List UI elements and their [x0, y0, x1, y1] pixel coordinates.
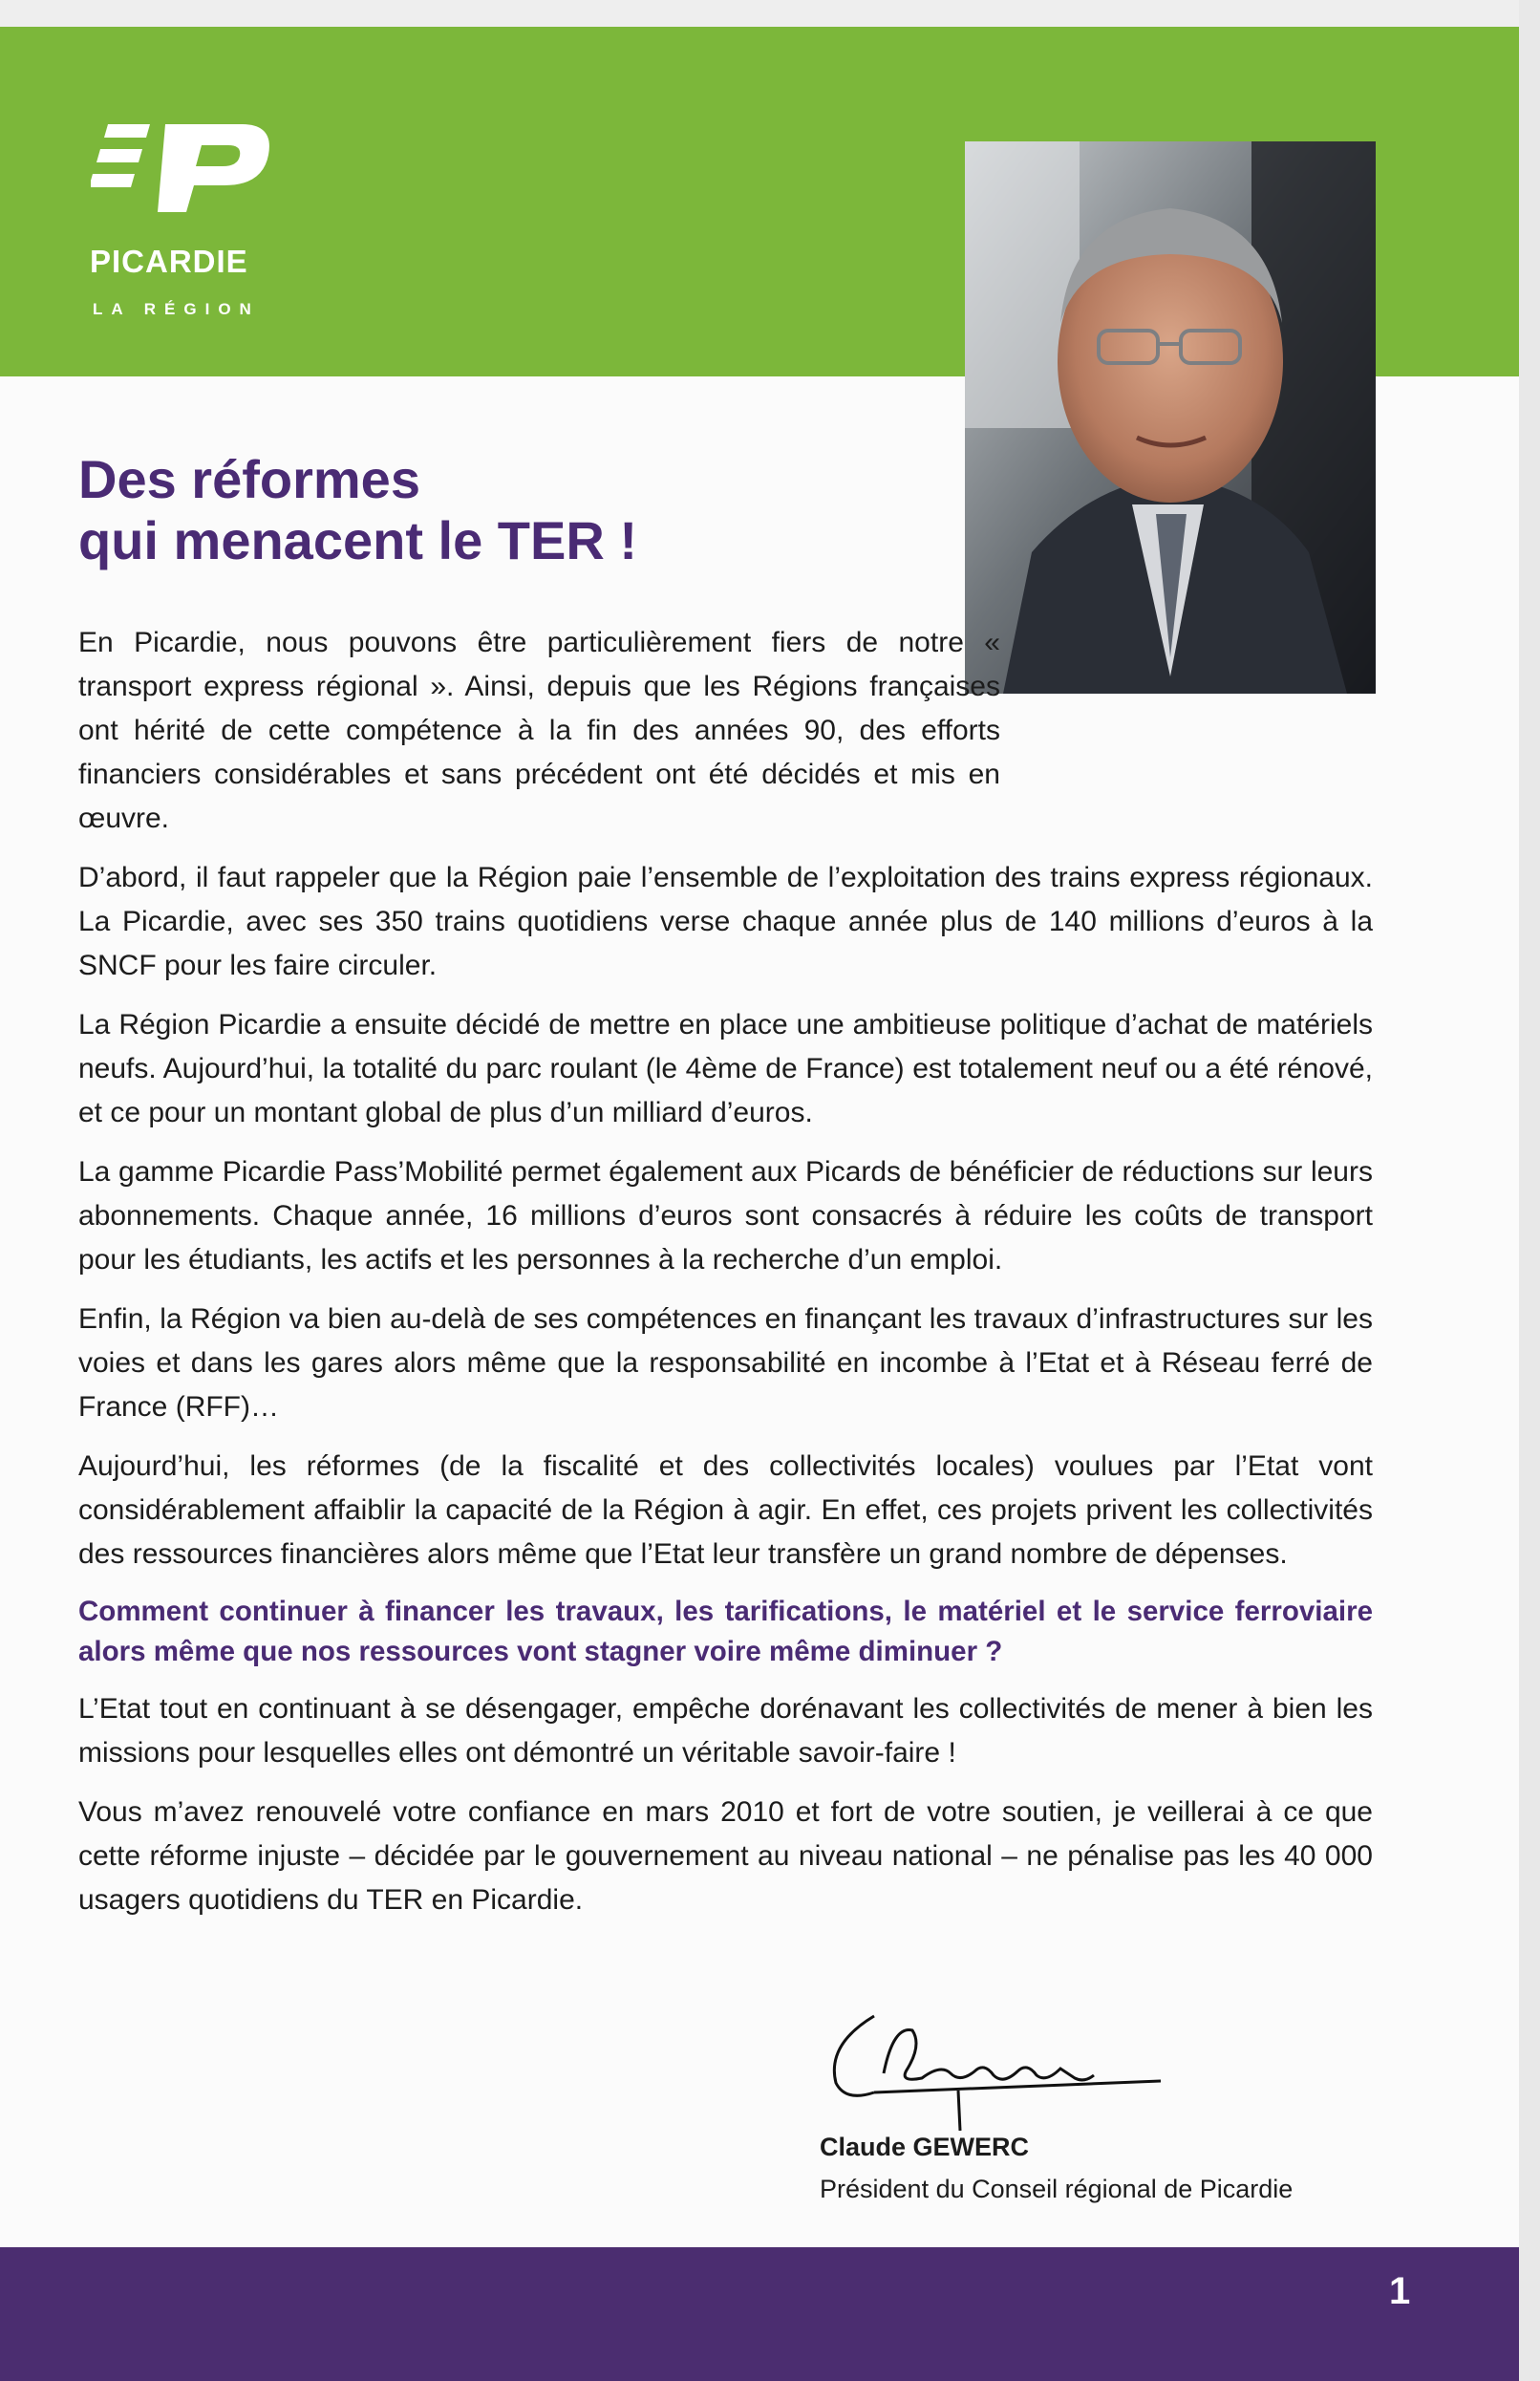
brand-name: PICARDIE	[90, 244, 248, 279]
president-portrait-image	[965, 141, 1376, 694]
article-headline	[78, 449, 709, 571]
headline-line-2: qui menacent le TER !	[78, 510, 637, 570]
page-edge	[1519, 0, 1540, 2381]
top-strip	[0, 0, 1519, 27]
article-paragraph: Aujourd’hui, les réformes (de la fiscalité et des collectivités locales) voulues par l’Etat vont considérablement affaiblir la capacité de la Région à agir. En effet, ces projets privent les collectivités des ressources financières alors même que l’Etat leur transfère un grand nombre de dépenses.	[78, 1450, 1373, 1570]
signatory-name: Claude GEWERC	[820, 2133, 1030, 2161]
article-paragraph: D’abord, il faut rappeler que la Région paie l’ensemble de l’exploitation des trains express régionaux. La Picardie, avec ses 350 trains quotidiens verse chaque année plus de 140 millions d’euros à la SNCF pour les faire circuler.	[78, 862, 1373, 981]
signatory-title: Président du Conseil régional de Picardie	[820, 2175, 1294, 2203]
article-question: Comment continuer à financer les travaux, les tarifications, le matériel et le service ferroviaire alors même que nos ressources vont stagner voire même diminuer ?	[78, 1596, 1373, 1667]
footer-band	[0, 2247, 1519, 2381]
article-paragraph: La gamme Picardie Pass’Mobilité permet également aux Picards de bénéficier de réductions sur leurs abonnements. Chaque année, 16 millions d’euros sont consacrés à réduire les coûts de transport pour les étudiants, les actifs et les personnes à la recherche d’un emploi.	[78, 1156, 1373, 1276]
handwritten-signature	[817, 1987, 1208, 2131]
brand-subtitle: LA RÉGION	[93, 300, 260, 318]
article-body	[78, 621, 1373, 1938]
headline-line-1: Des réformes	[78, 449, 420, 509]
article-paragraph: Enfin, la Région va bien au-delà de ses compétences en finançant les travaux d’infrastructures sur les voies et dans les gares alors même que la responsabilité en incombe à l’Etat et à Réseau ferré de France (RFF)…	[78, 1303, 1373, 1423]
article-paragraph: En Picardie, nous pouvons être particulièrement fiers de notre « transport express régional ». Ainsi, depuis que les Régions françaises ont hérité de cette compétence à la fin des années 90, des efforts financiers considérables et sans précédent ont été décidés et mis en œuvre.	[78, 627, 1000, 834]
picardie-logo-icon	[91, 117, 282, 212]
photo-wrap-spacer	[1000, 621, 1373, 774]
article-paragraph: La Région Picardie a ensuite décidé de mettre en place une ambitieuse politique d’achat de matériels neufs. Aujourd’hui, la totalité du parc roulant (le 4ème de France) est totalement neuf ou a été rénové, et ce pour un montant global de plus d’un milliard d’euros.	[78, 1009, 1373, 1128]
article-paragraph: L’Etat tout en continuant à se désengager, empêche dorénavant les collectivités de mener à bien les missions pour lesquelles elles ont démontré un véritable savoir-faire !	[78, 1693, 1373, 1769]
page-number: 1	[1389, 2270, 1411, 2312]
article-paragraph: Vous m’avez renouvelé votre confiance en mars 2010 et fort de votre soutien, je veillerai à ce que cette réforme injuste – décidée par le gouvernement au niveau national – ne pénalise pas les 40 000 usagers quotidiens du TER en Picardie.	[78, 1796, 1373, 1916]
